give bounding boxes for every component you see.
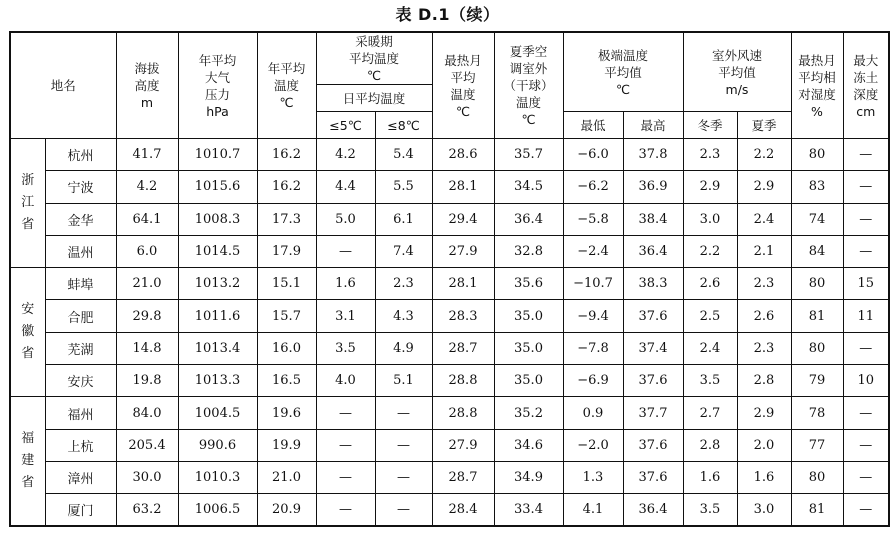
cell-frost-depth: — bbox=[843, 235, 889, 267]
header-daily-avg-temp: 日平均温度 bbox=[316, 85, 432, 112]
cell-pressure: 990.6 bbox=[178, 429, 257, 461]
cell-wind-summer: 2.4 bbox=[737, 203, 791, 235]
header-wind-summer: 夏季 bbox=[737, 112, 791, 139]
cell-summer-ac-temp: 34.6 bbox=[494, 429, 563, 461]
cell-summer-ac-temp: 32.8 bbox=[494, 235, 563, 267]
cell-annual-temp: 15.1 bbox=[257, 268, 316, 300]
cell-annual-temp: 19.6 bbox=[257, 397, 316, 429]
cell-wind-summer: 2.1 bbox=[737, 235, 791, 267]
header-line: 极端温度 bbox=[597, 47, 648, 63]
cell-wind-winter: 3.0 bbox=[683, 203, 737, 235]
cell-pressure: 1006.5 bbox=[178, 494, 257, 526]
cell-annual-temp: 17.3 bbox=[257, 203, 316, 235]
cell-humidity: 80 bbox=[791, 139, 843, 171]
cell-annual-temp: 16.2 bbox=[257, 139, 316, 171]
table-row bbox=[10, 365, 889, 397]
cell-pressure: 1008.3 bbox=[178, 203, 257, 235]
cell-extreme-min: −2.4 bbox=[563, 235, 623, 267]
cell-city: 漳州 bbox=[45, 461, 116, 493]
cell-heating-le5: — bbox=[316, 235, 375, 267]
header-humidity bbox=[791, 32, 843, 139]
cell-pressure: 1013.2 bbox=[178, 268, 257, 300]
cell-heating-le5: 1.6 bbox=[316, 268, 375, 300]
cell-frost-depth: — bbox=[843, 203, 889, 235]
cell-city: 宁波 bbox=[45, 171, 116, 203]
cell-humidity: 83 bbox=[791, 171, 843, 203]
cell-city: 杭州 bbox=[45, 139, 116, 171]
cell-city: 蚌埠 bbox=[45, 268, 116, 300]
header-line: cm bbox=[856, 103, 876, 119]
cell-extreme-max: 36.4 bbox=[623, 494, 683, 526]
cell-extreme-min: 1.3 bbox=[563, 461, 623, 493]
header-line: 年平均 bbox=[267, 61, 306, 76]
cell-pressure: 1011.6 bbox=[178, 300, 257, 332]
cell-city: 合肥 bbox=[45, 300, 116, 332]
header-le5: ≤5℃ bbox=[316, 112, 375, 139]
header-line: 室外风速 bbox=[711, 47, 762, 63]
cell-hottest-month-temp: 27.9 bbox=[432, 429, 494, 461]
cell-city: 厦门 bbox=[45, 494, 116, 526]
cell-wind-summer: 2.8 bbox=[737, 365, 791, 397]
cell-heating-le5: 3.5 bbox=[316, 332, 375, 364]
cell-heating-le8: 5.1 bbox=[375, 365, 432, 397]
cell-wind-winter: 2.4 bbox=[683, 332, 737, 364]
cell-wind-summer: 1.6 bbox=[737, 461, 791, 493]
header-line: 年平均 bbox=[198, 52, 237, 68]
cell-extreme-min: −6.9 bbox=[563, 365, 623, 397]
cell-summer-ac-temp: 35.2 bbox=[494, 397, 563, 429]
header-ext-min: 最低 bbox=[563, 112, 623, 139]
cell-heating-le5: — bbox=[316, 494, 375, 526]
cell-extreme-max: 36.4 bbox=[623, 235, 683, 267]
cell-wind-summer: 2.2 bbox=[737, 139, 791, 171]
cell-altitude: 205.4 bbox=[116, 429, 178, 461]
header-line: 最大 bbox=[853, 52, 879, 68]
climate-data-table bbox=[9, 31, 890, 527]
cell-hottest-month-temp: 29.4 bbox=[432, 203, 494, 235]
cell-wind-summer: 2.0 bbox=[737, 429, 791, 461]
cell-frost-depth: 11 bbox=[843, 300, 889, 332]
cell-heating-le5: — bbox=[316, 429, 375, 461]
cell-extreme-max: 38.4 bbox=[623, 203, 683, 235]
cell-extreme-min: −10.7 bbox=[563, 268, 623, 300]
cell-summer-ac-temp: 35.0 bbox=[494, 300, 563, 332]
cell-altitude: 84.0 bbox=[116, 397, 178, 429]
cell-wind-winter: 3.5 bbox=[683, 494, 737, 526]
cell-wind-summer: 2.9 bbox=[737, 397, 791, 429]
header-line: ℃ bbox=[279, 95, 294, 110]
header-line: 夏季空 bbox=[509, 44, 548, 59]
cell-pressure: 1013.4 bbox=[178, 332, 257, 364]
cell-altitude: 4.2 bbox=[116, 171, 178, 203]
cell-hottest-month-temp: 28.6 bbox=[432, 139, 494, 171]
cell-annual-temp: 17.9 bbox=[257, 235, 316, 267]
header-summer-ac-temp bbox=[494, 32, 563, 139]
cell-heating-le8: 4.3 bbox=[375, 300, 432, 332]
cell-wind-winter: 2.8 bbox=[683, 429, 737, 461]
cell-heating-le8: — bbox=[375, 429, 432, 461]
header-line: ℃ bbox=[366, 68, 382, 83]
table-row bbox=[10, 494, 889, 526]
cell-hottest-month-temp: 28.7 bbox=[432, 332, 494, 364]
header-line: 平均值 bbox=[718, 64, 756, 80]
cell-extreme-max: 37.6 bbox=[623, 429, 683, 461]
cell-heating-le5: 3.1 bbox=[316, 300, 375, 332]
cell-extreme-max: 37.7 bbox=[623, 397, 683, 429]
cell-extreme-min: −2.0 bbox=[563, 429, 623, 461]
cell-annual-temp: 20.9 bbox=[257, 494, 316, 526]
cell-wind-summer: 2.9 bbox=[737, 171, 791, 203]
header-line: 平均温度 bbox=[348, 51, 399, 66]
province-char: 建 bbox=[21, 453, 35, 469]
table-row bbox=[10, 429, 889, 461]
cell-city: 福州 bbox=[45, 397, 116, 429]
header-pressure bbox=[178, 32, 257, 139]
cell-pressure: 1004.5 bbox=[178, 397, 257, 429]
cell-altitude: 21.0 bbox=[116, 268, 178, 300]
table-row bbox=[10, 203, 889, 235]
cell-extreme-min: −7.8 bbox=[563, 332, 623, 364]
cell-heating-le8: 5.5 bbox=[375, 171, 432, 203]
cell-heating-le8: — bbox=[375, 397, 432, 429]
cell-extreme-min: 0.9 bbox=[563, 397, 623, 429]
cell-heating-le5: 4.0 bbox=[316, 365, 375, 397]
cell-summer-ac-temp: 35.7 bbox=[494, 139, 563, 171]
cell-annual-temp: 21.0 bbox=[257, 461, 316, 493]
cell-wind-winter: 2.2 bbox=[683, 235, 737, 267]
header-line: hPa bbox=[206, 103, 229, 119]
cell-humidity: 84 bbox=[791, 235, 843, 267]
cell-hottest-month-temp: 28.3 bbox=[432, 300, 494, 332]
header-line: ℃ bbox=[615, 81, 631, 97]
province-char: 浙 bbox=[21, 173, 35, 189]
header-line: 大气 bbox=[204, 69, 230, 85]
cell-hottest-month-temp: 28.8 bbox=[432, 397, 494, 429]
cell-extreme-min: −5.8 bbox=[563, 203, 623, 235]
cell-frost-depth: — bbox=[843, 494, 889, 526]
cell-heating-le8: — bbox=[375, 494, 432, 526]
cell-frost-depth: — bbox=[843, 397, 889, 429]
header-extreme-temp bbox=[563, 32, 683, 112]
header-line: ℃ bbox=[455, 103, 471, 119]
cell-heating-le8: 4.9 bbox=[375, 332, 432, 364]
table-row bbox=[10, 397, 889, 429]
cell-summer-ac-temp: 36.4 bbox=[494, 203, 563, 235]
cell-altitude: 63.2 bbox=[116, 494, 178, 526]
province-char: 福 bbox=[21, 431, 35, 447]
cell-hottest-month-temp: 28.7 bbox=[432, 461, 494, 493]
cell-heating-le5: 5.0 bbox=[316, 203, 375, 235]
cell-frost-depth: 10 bbox=[843, 365, 889, 397]
table-row bbox=[10, 268, 889, 300]
cell-humidity: 81 bbox=[791, 494, 843, 526]
cell-heating-le8: 5.4 bbox=[375, 139, 432, 171]
header-line: 海拔 bbox=[134, 61, 160, 76]
header-line: 平均 bbox=[450, 69, 476, 85]
cell-extreme-max: 37.6 bbox=[623, 365, 683, 397]
cell-extreme-min: 4.1 bbox=[563, 494, 623, 526]
cell-pressure: 1015.6 bbox=[178, 171, 257, 203]
header-line: 深度 bbox=[853, 86, 879, 102]
header-line: 温度 bbox=[450, 86, 476, 102]
cell-frost-depth: — bbox=[843, 171, 889, 203]
cell-humidity: 80 bbox=[791, 332, 843, 364]
cell-city: 温州 bbox=[45, 235, 116, 267]
header-line: m/s bbox=[725, 81, 749, 97]
cell-extreme-max: 37.4 bbox=[623, 332, 683, 364]
cell-altitude: 19.8 bbox=[116, 365, 178, 397]
province-char: 徽 bbox=[21, 324, 35, 340]
cell-wind-winter: 2.6 bbox=[683, 268, 737, 300]
province-char: 安 bbox=[21, 302, 35, 318]
header-line: 高度 bbox=[134, 78, 160, 93]
cell-pressure: 1014.5 bbox=[178, 235, 257, 267]
province-char: 江 bbox=[21, 195, 35, 211]
header-line: 采暖期 bbox=[355, 34, 393, 49]
header-line: 对湿度 bbox=[798, 86, 836, 102]
cell-city: 金华 bbox=[45, 203, 116, 235]
cell-pressure: 1010.3 bbox=[178, 461, 257, 493]
header-line: m bbox=[140, 95, 154, 110]
cell-extreme-min: −6.0 bbox=[563, 139, 623, 171]
header-line: 最热月 bbox=[444, 52, 482, 68]
table-row bbox=[10, 461, 889, 493]
cell-heating-le5: — bbox=[316, 397, 375, 429]
header-line: ℃ bbox=[521, 112, 536, 127]
cell-altitude: 29.8 bbox=[116, 300, 178, 332]
cell-wind-summer: 2.3 bbox=[737, 268, 791, 300]
header-ext-max: 最高 bbox=[623, 112, 683, 139]
cell-city: 上杭 bbox=[45, 429, 116, 461]
cell-wind-winter: 3.5 bbox=[683, 365, 737, 397]
cell-humidity: 77 bbox=[791, 429, 843, 461]
header-le8: ≤8℃ bbox=[375, 112, 432, 139]
cell-summer-ac-temp: 33.4 bbox=[494, 494, 563, 526]
cell-summer-ac-temp: 34.5 bbox=[494, 171, 563, 203]
header-line: （干球） bbox=[503, 78, 554, 93]
province-char: 省 bbox=[21, 346, 35, 362]
cell-altitude: 64.1 bbox=[116, 203, 178, 235]
table-row bbox=[10, 332, 889, 364]
cell-humidity: 78 bbox=[791, 397, 843, 429]
cell-summer-ac-temp: 35.0 bbox=[494, 365, 563, 397]
cell-heating-le5: — bbox=[316, 461, 375, 493]
header-line: 最热月 bbox=[798, 52, 836, 68]
cell-annual-temp: 16.2 bbox=[257, 171, 316, 203]
cell-humidity: 81 bbox=[791, 300, 843, 332]
cell-heating-le8: 6.1 bbox=[375, 203, 432, 235]
cell-humidity: 74 bbox=[791, 203, 843, 235]
header-frost-depth bbox=[843, 32, 889, 139]
cell-altitude: 41.7 bbox=[116, 139, 178, 171]
header-line: 温度 bbox=[515, 95, 541, 110]
cell-humidity: 80 bbox=[791, 268, 843, 300]
cell-wind-winter: 2.7 bbox=[683, 397, 737, 429]
cell-summer-ac-temp: 35.0 bbox=[494, 332, 563, 364]
cell-hottest-month-temp: 28.1 bbox=[432, 268, 494, 300]
cell-extreme-max: 38.3 bbox=[623, 268, 683, 300]
table-row bbox=[10, 171, 889, 203]
cell-altitude: 14.8 bbox=[116, 332, 178, 364]
cell-hottest-month-temp: 28.1 bbox=[432, 171, 494, 203]
province-cell bbox=[10, 268, 45, 397]
table-body bbox=[10, 139, 889, 527]
cell-heating-le8: — bbox=[375, 461, 432, 493]
cell-annual-temp: 19.9 bbox=[257, 429, 316, 461]
cell-hottest-month-temp: 28.4 bbox=[432, 494, 494, 526]
cell-extreme-min: −6.2 bbox=[563, 171, 623, 203]
header-line: 平均值 bbox=[604, 64, 642, 80]
cell-wind-summer: 2.6 bbox=[737, 300, 791, 332]
header-line: % bbox=[811, 103, 823, 119]
province-char: 省 bbox=[21, 217, 35, 233]
header-line: 冻土 bbox=[853, 69, 879, 85]
header-line: 平均相 bbox=[798, 69, 836, 85]
table-row bbox=[10, 139, 889, 171]
cell-altitude: 6.0 bbox=[116, 235, 178, 267]
header-wind-speed bbox=[683, 32, 791, 112]
header-altitude bbox=[116, 32, 178, 139]
cell-summer-ac-temp: 35.6 bbox=[494, 268, 563, 300]
cell-annual-temp: 16.5 bbox=[257, 365, 316, 397]
cell-humidity: 80 bbox=[791, 461, 843, 493]
table-row bbox=[10, 235, 889, 267]
cell-pressure: 1010.7 bbox=[178, 139, 257, 171]
header-hottest-month-temp bbox=[432, 32, 494, 139]
cell-hottest-month-temp: 27.9 bbox=[432, 235, 494, 267]
cell-wind-summer: 2.3 bbox=[737, 332, 791, 364]
cell-wind-winter: 2.3 bbox=[683, 139, 737, 171]
cell-altitude: 30.0 bbox=[116, 461, 178, 493]
cell-heating-le8: 2.3 bbox=[375, 268, 432, 300]
cell-heating-le5: 4.4 bbox=[316, 171, 375, 203]
cell-extreme-max: 36.9 bbox=[623, 171, 683, 203]
header-location: 地名 bbox=[10, 32, 116, 139]
cell-extreme-max: 37.6 bbox=[623, 461, 683, 493]
province-cell bbox=[10, 397, 45, 526]
page-title: 表 D.1（续） bbox=[395, 5, 500, 24]
header-line: 温度 bbox=[273, 78, 299, 93]
header-line: 压力 bbox=[204, 86, 230, 102]
cell-heating-le5: 4.2 bbox=[316, 139, 375, 171]
header-line: 调室外 bbox=[509, 61, 548, 76]
cell-extreme-max: 37.6 bbox=[623, 300, 683, 332]
table-header bbox=[10, 32, 889, 139]
province-cell bbox=[10, 139, 45, 268]
cell-hottest-month-temp: 28.8 bbox=[432, 365, 494, 397]
cell-summer-ac-temp: 34.9 bbox=[494, 461, 563, 493]
cell-frost-depth: — bbox=[843, 461, 889, 493]
cell-city: 安庆 bbox=[45, 365, 116, 397]
cell-humidity: 79 bbox=[791, 365, 843, 397]
cell-pressure: 1013.3 bbox=[178, 365, 257, 397]
header-heating-period bbox=[316, 32, 432, 85]
cell-frost-depth: — bbox=[843, 429, 889, 461]
cell-wind-winter: 1.6 bbox=[683, 461, 737, 493]
header-annual-temp bbox=[257, 32, 316, 139]
cell-wind-winter: 2.9 bbox=[683, 171, 737, 203]
header-wind-winter: 冬季 bbox=[683, 112, 737, 139]
cell-wind-winter: 2.5 bbox=[683, 300, 737, 332]
cell-frost-depth: — bbox=[843, 332, 889, 364]
cell-annual-temp: 15.7 bbox=[257, 300, 316, 332]
cell-extreme-min: −9.4 bbox=[563, 300, 623, 332]
province-char: 省 bbox=[21, 475, 35, 491]
table-row bbox=[10, 300, 889, 332]
cell-frost-depth: 15 bbox=[843, 268, 889, 300]
cell-wind-summer: 3.0 bbox=[737, 494, 791, 526]
cell-frost-depth: — bbox=[843, 139, 889, 171]
cell-extreme-max: 37.8 bbox=[623, 139, 683, 171]
cell-city: 芜湖 bbox=[45, 332, 116, 364]
cell-heating-le8: 7.4 bbox=[375, 235, 432, 267]
cell-annual-temp: 16.0 bbox=[257, 332, 316, 364]
